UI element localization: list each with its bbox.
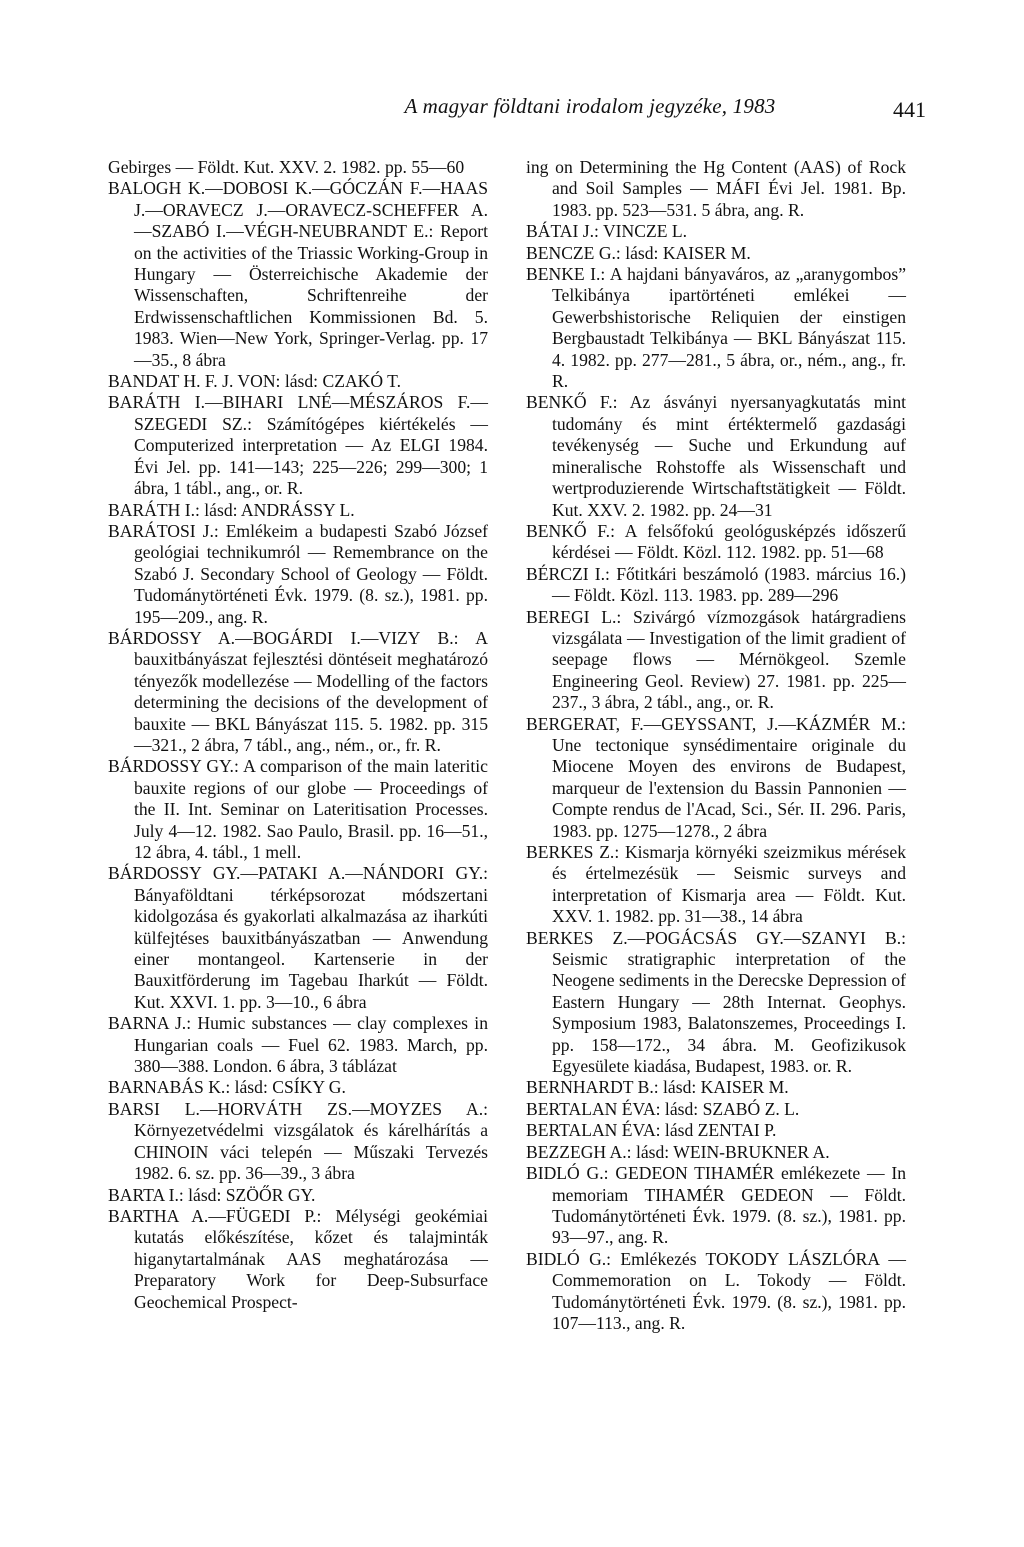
- bibliography-entry: BERKES Z.—POGÁCSÁS GY.—SZANYI B.: Seismic stratigraphic interpretation of the Neogene sediments in the Derecske Depression of Eastern Hungary — 28th Internat. Geophys. Symposium 1983, Balatonszemes, Proceedings I. pp. 158—172., 34 ábra. M. Geofizikusok Egyesülete kiadása, Budapest, 1983. or. R.: [526, 927, 906, 1077]
- bibliography-entry: BENKŐ F.: A felsőfokú geológusképzés időszerű kérdései — Földt. Közl. 112. 1982. pp. 51—68: [526, 520, 906, 563]
- bibliography-entry: BENKE I.: A hajdani bányaváros, az „aranygombos” Telkibánya ipartörténeti emlékei — Gewerbshistorische Reliquien der einstigen Bergbaustadt Telkibánya — BKL Bányászat 115. 4. 1982. pp. 277—281., 5 ábra, or., ném., ang., fr. R.: [526, 264, 906, 392]
- bibliography-entry: BARNA J.: Humic substances — clay complexes in Hungarian coals — Fuel 62. 1983. March, pp. 380—388. London. 6 ábra, 3 táblázat: [108, 1013, 488, 1077]
- left-column: [108, 157, 488, 1313]
- bibliography-entry: BEZZEGH A.: lásd: WEIN-BRUKNER A.: [526, 1141, 830, 1162]
- bibliography-entry: BÁRDOSSY A.—BOGÁRDI I.—VIZY B.: A bauxitbányászat fejlesztési döntéseit meghatározó tényezők modellezése — Modelling of the factors determining the decisions of the development of bauxite — BKL Bányászat 115. 5. 1982. pp. 315—321., 2 ábra, 7 tábl., ang., ném., or., fr. R.: [108, 627, 488, 755]
- bibliography-entry: BARNABÁS K.: lásd: CSÍKY G.: [108, 1077, 346, 1098]
- bibliography-entry: BERTALAN ÉVA: lásd: SZABÓ Z. L.: [526, 1098, 800, 1119]
- bibliography-entry: BENKŐ F.: Az ásványi nyersanyagkutatás mint tudomány és mint értéktermelő gazdasági tevékenység — Suche und Erkundung auf mineralische Rohstoffe als Wissenschaft und wertproduzierende Wirtschaftstätigkeit — Földt. Kut. XXV. 2. 1982. pp. 24—31: [526, 392, 906, 520]
- bibliography-entry: BENCZE G.: lásd: KAISER M.: [526, 242, 751, 263]
- bibliography-entry: BANDAT H. F. J. VON: lásd: CZAKÓ T.: [108, 371, 401, 392]
- bibliography-entry: BERKES Z.: Kismarja környéki szeizmikus mérések és értelmezésük — Seismic surveys and interpretation of Kismarja area — Földt. Kut. XXV. 1. 1982. pp. 31—38., 14 ábra: [526, 842, 906, 927]
- bibliography-entry: BALOGH K.—DOBOSI K.—GÓCZÁN F.—HAAS J.—ORAVECZ J.—ORAVECZ-SCHEFFER A.—SZABÓ I.—VÉGH-NEUBRANDT E.: Report on the activities of the Triassic Working-Group in Hungary — Österreichische Akademie der Wissenschaften, Schriftenreihe der Erdwissenschaftlichen Kommissionen Bd. 5. 1983. Wien—New York, Springer-Verlag. pp. 17—35., 8 ábra: [108, 178, 488, 370]
- bibliography-entry: BIDLÓ G.: Emlékezés TOKODY LÁSZLÓRA — Commemoration on L. Tokody — Földt. Tudománytörténeti Évk. 1979. (8. sz.), 1981. pp. 107—113., ang. R.: [526, 1248, 906, 1333]
- bibliography-entry: BÁTAI J.: VINCZE L.: [526, 221, 687, 242]
- bibliography-entry: BÁRDOSSY GY.—PATAKI A.—NÁNDORI GY.: Bányaföldtani térképsorozat módszertani kidolgozása és gyakorlati alkalmazása az iharkúti külfejtéses bauxitbányászatban — Anwendung einer montangeol. Kartenserie in der Bauxitförderung im Tagebau Iharkút — Földt. Kut. XXVI. 1. pp. 3—10., 6 ábra: [108, 863, 488, 1012]
- bibliography-entry: ing on Determining the Hg Content (AAS) of Rock and Soil Samples — MÁFI Évi Jel. 1981. Bp. 1983. pp. 523—531. 5 ábra, ang. R.: [526, 157, 906, 220]
- page-number: 441: [893, 97, 926, 122]
- bibliography-entry: BARSI L.—HORVÁTH ZS.—MOYZES A.: Környezetvédelmi vizsgálatok és kárelhárítás a CHINOIN váci telepén — Műszaki Tervezés 1982. 6. sz. pp. 36—39., 3 ábra: [108, 1098, 488, 1184]
- bibliography-entry: Gebirges — Földt. Kut. XXV. 2. 1982. pp. 55—60: [108, 157, 465, 177]
- bibliography-entry: BERNHARDT B.: lásd: KAISER M.: [526, 1077, 789, 1098]
- bibliography-entry: BARTA I.: lásd: SZÖŐR GY.: [108, 1184, 316, 1205]
- bibliography-entry: BÁRDOSSY GY.: A comparison of the main lateritic bauxite regions of our globe — Proceedings of the II. Int. Seminar on Lateritisation Processes. July 4—12. 1982. Sao Paulo, Brasil. pp. 16—51., 12 ábra, 4. tábl., 1 mell.: [108, 756, 488, 862]
- bibliography-entry: BARÁTH I.: lásd: ANDRÁSSY L.: [108, 499, 355, 520]
- right-column: [526, 157, 906, 1334]
- bibliography-entry: BARÁTH I.—BIHARI LNÉ—MÉSZÁROS F.—SZEGEDI SZ.: Számítógépes kiértékelés — Computerized interpretation — Az ELGI 1984. Évi Jel. pp. 141—143; 225—226; 299—300; 1 ábra, 1 tábl., ang., or. R.: [108, 392, 488, 499]
- bibliography-entry: BARTHA A.—FÜGEDI P.: Mélységi geokémiai kutatás előkészítése, kőzet és talajminták higanytartalmának AAS meghatározása — Preparatory Work for Deep-Subsurface Geochemical Prospect-: [108, 1205, 488, 1312]
- bibliography-entry: BIDLÓ G.: GEDEON TIHAMÉR emlékezete — In memoriam TIHAMÉR GEDEON — Földt. Tudománytörténeti Évk. 1979. (8. sz.), 1981. pp. 93—97., ang. R.: [526, 1163, 906, 1248]
- running-title: A magyar földtani irodalom jegyzéke, 1983: [404, 94, 776, 118]
- bibliography-entry: BERTALAN ÉVA: lásd ZENTAI P.: [526, 1120, 777, 1141]
- bibliography-entry: BEREGI L.: Szivárgó vízmozgások határgradiens vizsgálata — Investigation of the limit gradient of seepage flows — Mérnökgeol. Szemle Engineering Geol. Review) 27. 1981. pp. 225—237., 3 ábra, 2 tábl., ang., or. R.: [526, 606, 906, 713]
- bibliography-entry: BÉRCZI I.: Főtitkári beszámoló (1983. március 16.) — Földt. Közl. 113. 1983. pp. 289—296: [526, 563, 906, 606]
- bibliography-entry: BERGERAT, F.—GEYSSANT, J.—KÁZMÉR M.: Une tectonique synsédimentaire originale du Miocene Moyen des environs de Budapest, marqueur de l'extension du Bassin Pannonien — Compte rendus de l'Acad, Sci., Sér. II. 296. Paris, 1983. pp. 1275—1278., 2 ábra: [526, 713, 906, 841]
- bibliography-entry: BARÁTOSI J.: Emlékeim a budapesti Szabó József geológiai technikumról — Remembrance on the Szabó J. Secondary School of Geology — Földt. Tudománytörténeti Évk. 1979. (8. sz.), 1981. pp. 195—209., ang. R.: [108, 520, 488, 627]
